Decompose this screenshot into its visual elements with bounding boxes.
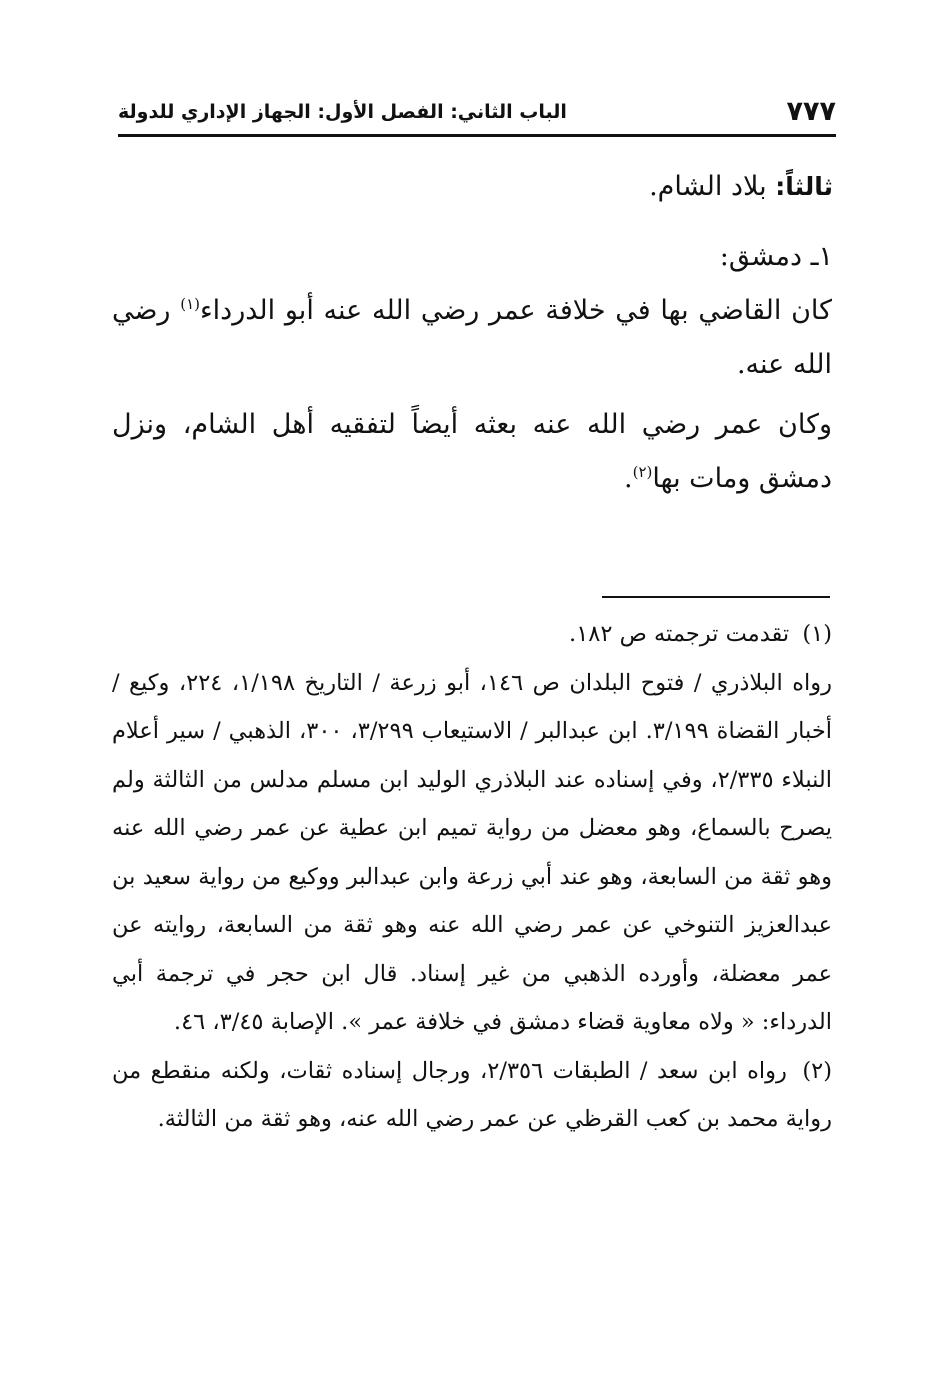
footnote: [112, 610, 832, 659]
footnote-text: تقدمت ترجمته ص ١٨٢.: [569, 621, 790, 647]
footnote: [112, 1047, 832, 1144]
section-heading: [649, 162, 833, 212]
paragraph-text: كان القاضي بها في خلافة عمر رضي الله عنه أبو الدرداء: [199, 295, 832, 326]
footnote: [112, 659, 832, 1047]
footnote-text: رواه ابن سعد / الطبقات ٢/٣٥٦، ورجال إسناده ثقات، ولكنه منقطع من رواية محمد بن كعب القرظي عن عمر رضي الله عنه، وهو ثقة من الثالثة.: [112, 1057, 832, 1132]
running-title: الباب الثاني: الفصل الأول: الجهاز الإداري للدولة: [118, 101, 567, 123]
footnotes: [112, 610, 832, 1144]
subsection-title: ١ـ دمشق:: [719, 241, 833, 272]
footnote-number: (١): [802, 621, 832, 647]
paragraph-text: وكان عمر رضي الله عنه بعثه أيضاً لتفقيه أهل الشام، ونزل دمشق ومات بها: [112, 409, 832, 494]
footnote-divider: [602, 596, 830, 598]
section-heading-text: بلاد الشام.: [649, 171, 767, 202]
body-paragraph: [112, 398, 910, 506]
paragraph-text-continued: رضي الله عنه.: [112, 295, 832, 380]
footnote-text: رواه البلاذري / فتوح البلدان ص ١٤٦، أبو زرعة / التاريخ ١/١٩٨، ٢٢٤، وكيع / أخبار القضاة ٣/١٩٩. ابن عبدالبر / الاستيعاب ٣/٢٩٩، ٣٠٠، الذهبي / سير أعلام النبلاء ٢/٣٣٥، وفي إسناده عند البلاذري الوليد ابن مسلم مدلس من الثالثة ولم يصرح بالسماع، وهو معضل من رواية تميم ابن عطية عن عمر رضي الله عنه وهو ثقة من السابعة، وهو عند أبي زرعة وابن عبدالبر ووكيع من رواية سعيد بن عبدالعزيز التنوخي عن عمر رضي الله عنه وهو ثقة من السابعة، روايته عن عمر معضلة، وأورده الذهبي من غير إسناد. قال ابن حجر في ترجمة أبي الدرداء: « ولاه معاوية قضاء دمشق في خلافة عمر ». الإصابة ٣/٤٥، ٤٦.: [112, 669, 833, 1035]
footnote-number: (٢): [802, 1057, 832, 1084]
footnote-reference[interactable]: (١): [180, 295, 200, 313]
page-header: [118, 92, 836, 136]
header-divider: [118, 134, 836, 137]
page-number: ٧٧٧: [786, 96, 836, 127]
body-paragraph: [112, 284, 910, 392]
footnote-reference[interactable]: (٢): [632, 463, 653, 481]
section-heading-label: ثالثاً:: [775, 172, 833, 201]
paragraph-text-continued: .: [624, 463, 633, 494]
